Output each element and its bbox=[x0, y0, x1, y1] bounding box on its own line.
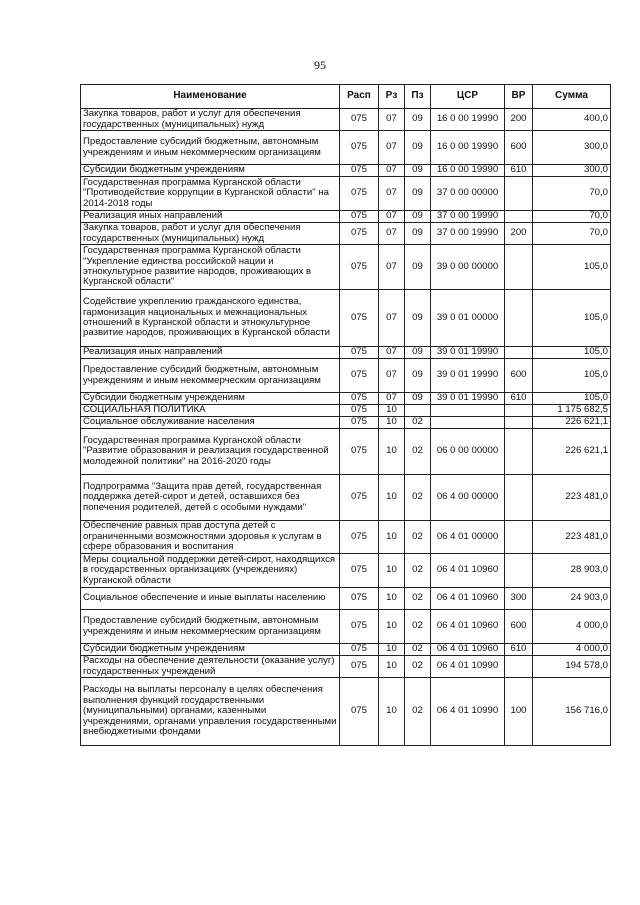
cell-sum: 4 000,0 bbox=[533, 644, 611, 656]
cell-sum: 105,0 bbox=[533, 290, 611, 347]
cell-name: Расходы на выплаты персоналу в целях обеспечения выполнения функций государственными (муниципальными) органами, казенными учреждениями, органами управления государственными внебюджетными фондами bbox=[81, 678, 340, 746]
cell-name: Содействие укреплению гражданского единства, гармонизация национальных и межнациональных отношений в Курганской области и этнокультурное развитие народов, проживающих в Курганской области bbox=[81, 290, 340, 347]
cell-csr: 39 0 01 19990 bbox=[431, 393, 505, 405]
cell-pz: 02 bbox=[405, 554, 431, 588]
cell-sum: 300,0 bbox=[533, 131, 611, 165]
cell-rasp: 075 bbox=[340, 347, 379, 359]
cell-sum: 4 000,0 bbox=[533, 610, 611, 644]
col-header-name: Наименование bbox=[81, 85, 340, 109]
cell-rz: 07 bbox=[379, 393, 405, 405]
cell-vr: 610 bbox=[505, 644, 533, 656]
cell-vr bbox=[505, 211, 533, 223]
cell-csr: 06 4 01 10960 bbox=[431, 644, 505, 656]
cell-pz bbox=[405, 405, 431, 417]
cell-pz: 09 bbox=[405, 165, 431, 177]
cell-pz: 09 bbox=[405, 223, 431, 245]
cell-rz: 10 bbox=[379, 429, 405, 475]
cell-rz: 07 bbox=[379, 347, 405, 359]
table-row bbox=[81, 588, 611, 610]
cell-rasp: 075 bbox=[340, 245, 379, 290]
cell-sum: 226 621,1 bbox=[533, 429, 611, 475]
header-row bbox=[81, 85, 611, 109]
cell-pz: 02 bbox=[405, 656, 431, 678]
cell-vr bbox=[505, 245, 533, 290]
cell-name: Субсидии бюджетным учреждениям bbox=[81, 165, 340, 177]
cell-pz: 09 bbox=[405, 109, 431, 131]
cell-pz: 09 bbox=[405, 245, 431, 290]
cell-rz: 07 bbox=[379, 165, 405, 177]
table-row bbox=[81, 554, 611, 588]
cell-pz: 02 bbox=[405, 610, 431, 644]
cell-name: Государственная программа Курганской области "Развитие образования и реализация государственной молодежной политики" на 2016-2020 годы bbox=[81, 429, 340, 475]
cell-vr bbox=[505, 405, 533, 417]
cell-name: Расходы на обеспечение деятельности (оказание услуг) государственных учреждений bbox=[81, 656, 340, 678]
cell-name: Государственная программа Курганской области "Противодействие коррупции в Курганской области" на 2014-2018 годы bbox=[81, 177, 340, 211]
col-header-vr: ВР bbox=[505, 85, 533, 109]
cell-pz: 02 bbox=[405, 588, 431, 610]
cell-vr: 200 bbox=[505, 109, 533, 131]
cell-csr: 06 4 01 10960 bbox=[431, 588, 505, 610]
table-row bbox=[81, 347, 611, 359]
table-row bbox=[81, 177, 611, 211]
cell-vr bbox=[505, 429, 533, 475]
cell-csr: 16 0 00 19990 bbox=[431, 131, 505, 165]
cell-name: Социальное обеспечение и иные выплаты населению bbox=[81, 588, 340, 610]
col-header-sum: Сумма bbox=[533, 85, 611, 109]
col-header-rz: Рз bbox=[379, 85, 405, 109]
table-row bbox=[81, 656, 611, 678]
cell-rasp: 075 bbox=[340, 177, 379, 211]
cell-rz: 10 bbox=[379, 554, 405, 588]
cell-rz: 07 bbox=[379, 109, 405, 131]
cell-vr: 600 bbox=[505, 131, 533, 165]
cell-sum: 223 481,0 bbox=[533, 475, 611, 521]
cell-csr bbox=[431, 405, 505, 417]
cell-csr: 06 4 01 10960 bbox=[431, 610, 505, 644]
cell-rasp: 075 bbox=[340, 588, 379, 610]
table-row bbox=[81, 223, 611, 245]
table-row bbox=[81, 393, 611, 405]
cell-vr: 100 bbox=[505, 678, 533, 746]
cell-vr: 300 bbox=[505, 588, 533, 610]
cell-vr: 200 bbox=[505, 223, 533, 245]
cell-rz: 10 bbox=[379, 588, 405, 610]
cell-sum: 1 175 682,5 bbox=[533, 405, 611, 417]
cell-name: Закупка товаров, работ и услуг для обеспечения государственных (муниципальных) нужд bbox=[81, 223, 340, 245]
table-row bbox=[81, 211, 611, 223]
cell-csr: 39 0 01 19990 bbox=[431, 347, 505, 359]
cell-vr: 600 bbox=[505, 359, 533, 393]
cell-rz: 10 bbox=[379, 521, 405, 554]
cell-pz: 09 bbox=[405, 290, 431, 347]
table-row bbox=[81, 475, 611, 521]
cell-name: Социальное обслуживание населения bbox=[81, 417, 340, 429]
cell-sum: 70,0 bbox=[533, 223, 611, 245]
cell-rz: 10 bbox=[379, 417, 405, 429]
cell-sum: 70,0 bbox=[533, 211, 611, 223]
cell-csr bbox=[431, 417, 505, 429]
table-row bbox=[81, 405, 611, 417]
table-row bbox=[81, 610, 611, 644]
cell-rasp: 075 bbox=[340, 131, 379, 165]
col-header-csr: ЦСР bbox=[431, 85, 505, 109]
table-row bbox=[81, 290, 611, 347]
cell-csr: 06 4 00 00000 bbox=[431, 475, 505, 521]
cell-pz: 09 bbox=[405, 359, 431, 393]
cell-sum: 28 903,0 bbox=[533, 554, 611, 588]
cell-rasp: 075 bbox=[340, 359, 379, 393]
cell-rasp: 075 bbox=[340, 165, 379, 177]
cell-rz: 07 bbox=[379, 131, 405, 165]
cell-pz: 02 bbox=[405, 521, 431, 554]
cell-name: Меры социальной поддержки детей-сирот, находящихся в государственных организациях (учреждениях) Курганской области bbox=[81, 554, 340, 588]
cell-csr: 37 0 00 19990 bbox=[431, 223, 505, 245]
cell-rz: 07 bbox=[379, 245, 405, 290]
cell-rasp: 075 bbox=[340, 644, 379, 656]
cell-vr bbox=[505, 417, 533, 429]
table-row bbox=[81, 109, 611, 131]
cell-rasp: 075 bbox=[340, 211, 379, 223]
cell-vr: 610 bbox=[505, 165, 533, 177]
cell-sum: 105,0 bbox=[533, 393, 611, 405]
cell-sum: 105,0 bbox=[533, 359, 611, 393]
cell-csr: 39 0 00 00000 bbox=[431, 245, 505, 290]
table-row bbox=[81, 165, 611, 177]
budget-table bbox=[80, 84, 611, 746]
cell-csr: 06 4 01 10960 bbox=[431, 554, 505, 588]
cell-vr bbox=[505, 347, 533, 359]
cell-rz: 10 bbox=[379, 656, 405, 678]
cell-pz: 09 bbox=[405, 211, 431, 223]
cell-name: Подпрограмма "Защита прав детей, государственная поддержка детей-сирот и детей, оставшихся без попечения родителей, детей с особыми нуждами" bbox=[81, 475, 340, 521]
cell-rasp: 075 bbox=[340, 109, 379, 131]
cell-rasp: 075 bbox=[340, 393, 379, 405]
cell-rz: 07 bbox=[379, 211, 405, 223]
cell-sum: 400,0 bbox=[533, 109, 611, 131]
cell-rasp: 075 bbox=[340, 475, 379, 521]
cell-vr bbox=[505, 554, 533, 588]
cell-vr bbox=[505, 656, 533, 678]
page-number: 95 bbox=[314, 58, 326, 72]
cell-sum: 24 903,0 bbox=[533, 588, 611, 610]
cell-rz: 10 bbox=[379, 644, 405, 656]
cell-pz: 09 bbox=[405, 131, 431, 165]
cell-vr bbox=[505, 521, 533, 554]
cell-name: СОЦИАЛЬНАЯ ПОЛИТИКА bbox=[81, 405, 340, 417]
cell-name: Государственная программа Курганской области "Укрепление единства российской нации и этнокультурное развитие народов, проживающих в Курганской области" bbox=[81, 245, 340, 290]
cell-pz: 09 bbox=[405, 177, 431, 211]
cell-vr: 610 bbox=[505, 393, 533, 405]
cell-rasp: 075 bbox=[340, 405, 379, 417]
table-row bbox=[81, 678, 611, 746]
cell-name: Реализация иных направлений bbox=[81, 347, 340, 359]
cell-rasp: 075 bbox=[340, 223, 379, 245]
cell-csr: 39 0 01 00000 bbox=[431, 290, 505, 347]
cell-csr: 06 4 01 10990 bbox=[431, 656, 505, 678]
cell-rz: 10 bbox=[379, 610, 405, 644]
cell-sum: 70,0 bbox=[533, 177, 611, 211]
table-body bbox=[81, 109, 611, 746]
cell-csr: 39 0 01 19990 bbox=[431, 359, 505, 393]
col-header-pz: Пз bbox=[405, 85, 431, 109]
cell-rz: 07 bbox=[379, 223, 405, 245]
cell-vr bbox=[505, 290, 533, 347]
cell-sum: 223 481,0 bbox=[533, 521, 611, 554]
cell-pz: 02 bbox=[405, 417, 431, 429]
cell-rz: 07 bbox=[379, 290, 405, 347]
table-row bbox=[81, 417, 611, 429]
cell-name: Обеспечение равных прав доступа детей с ограниченными возможностями здоровья к услугам в сфере образования и воспитания bbox=[81, 521, 340, 554]
cell-rz: 10 bbox=[379, 678, 405, 746]
cell-sum: 156 716,0 bbox=[533, 678, 611, 746]
table-row bbox=[81, 521, 611, 554]
cell-csr: 37 0 00 00000 bbox=[431, 177, 505, 211]
cell-vr bbox=[505, 177, 533, 211]
cell-vr bbox=[505, 475, 533, 521]
cell-rasp: 075 bbox=[340, 290, 379, 347]
cell-name: Предоставление субсидий бюджетным, автономным учреждениям и иным некоммерческим организациям bbox=[81, 610, 340, 644]
cell-csr: 16 0 00 19990 bbox=[431, 109, 505, 131]
cell-rasp: 075 bbox=[340, 521, 379, 554]
cell-rasp: 075 bbox=[340, 678, 379, 746]
cell-name: Субсидии бюджетным учреждениям bbox=[81, 393, 340, 405]
cell-sum: 194 578,0 bbox=[533, 656, 611, 678]
cell-pz: 02 bbox=[405, 678, 431, 746]
cell-pz: 02 bbox=[405, 429, 431, 475]
cell-name: Предоставление субсидий бюджетным, автономным учреждениям и иным некоммерческим организациям bbox=[81, 359, 340, 393]
cell-sum: 226 621,1 bbox=[533, 417, 611, 429]
cell-csr: 16 0 00 19990 bbox=[431, 165, 505, 177]
cell-sum: 105,0 bbox=[533, 347, 611, 359]
cell-rasp: 075 bbox=[340, 656, 379, 678]
cell-pz: 02 bbox=[405, 475, 431, 521]
cell-csr: 06 0 00 00000 bbox=[431, 429, 505, 475]
cell-pz: 02 bbox=[405, 644, 431, 656]
cell-rasp: 075 bbox=[340, 417, 379, 429]
table-row bbox=[81, 359, 611, 393]
cell-csr: 06 4 01 00000 bbox=[431, 521, 505, 554]
cell-rz: 07 bbox=[379, 359, 405, 393]
cell-sum: 105,0 bbox=[533, 245, 611, 290]
table-row bbox=[81, 131, 611, 165]
table-row bbox=[81, 429, 611, 475]
cell-csr: 37 0 00 19990 bbox=[431, 211, 505, 223]
cell-rasp: 075 bbox=[340, 429, 379, 475]
cell-rasp: 075 bbox=[340, 554, 379, 588]
cell-name: Реализация иных направлений bbox=[81, 211, 340, 223]
cell-rasp: 075 bbox=[340, 610, 379, 644]
cell-pz: 09 bbox=[405, 347, 431, 359]
cell-pz: 09 bbox=[405, 393, 431, 405]
cell-vr: 600 bbox=[505, 610, 533, 644]
cell-rz: 10 bbox=[379, 475, 405, 521]
cell-name: Субсидии бюджетным учреждениям bbox=[81, 644, 340, 656]
cell-rz: 10 bbox=[379, 405, 405, 417]
cell-rz: 07 bbox=[379, 177, 405, 211]
col-header-rasp: Расп bbox=[340, 85, 379, 109]
table-row bbox=[81, 245, 611, 290]
cell-csr: 06 4 01 10990 bbox=[431, 678, 505, 746]
cell-name: Закупка товаров, работ и услуг для обеспечения государственных (муниципальных) нужд bbox=[81, 109, 340, 131]
table-row bbox=[81, 644, 611, 656]
cell-sum: 300,0 bbox=[533, 165, 611, 177]
cell-name: Предоставление субсидий бюджетным, автономным учреждениям и иным некоммерческим организациям bbox=[81, 131, 340, 165]
